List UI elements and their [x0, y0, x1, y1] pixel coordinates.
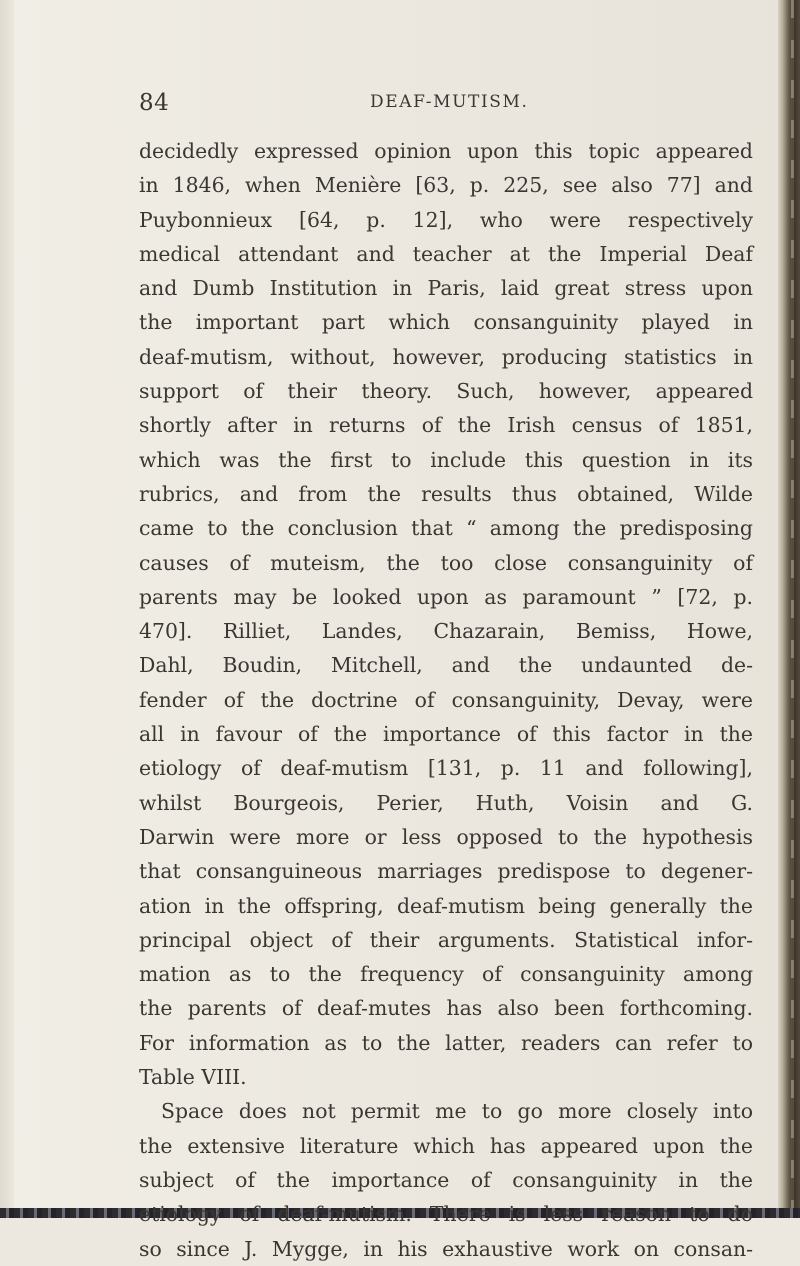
text-line: all in favour of the importance of this factor in the	[139, 722, 753, 747]
text-line: the important part which consanguinity played in	[139, 310, 753, 335]
text-line: subject of the importance of consanguinity in the	[139, 1167, 753, 1192]
spine-texture	[791, 0, 794, 1218]
text-line: parents may be looked upon as paramount ” [72, p.	[139, 584, 753, 609]
text-line: medical attendant and teacher at the Imperial Deaf	[139, 241, 753, 266]
text-line: For information as to the latter, readers can refer to	[139, 1030, 753, 1055]
text-line: ation in the offspring, deaf-mutism being generally the	[139, 893, 753, 918]
text-line: rubrics, and from the results thus obtained, Wilde	[139, 481, 753, 506]
text-line: and Dumb Institution in Paris, laid great stress upon	[139, 276, 753, 301]
text-line: decidedly expressed opinion upon this topic appeared	[139, 139, 753, 163]
running-head-title: DEAF-MUTISM.	[370, 92, 529, 112]
text-line: mation as to the frequency of consanguinity among	[139, 962, 753, 987]
text-line: support of their theory. Such, however, appeared	[139, 379, 753, 404]
page-number: 84	[139, 90, 170, 116]
page-left-edge	[0, 0, 14, 1218]
text-line: 470]. Rilliet, Landes, Chazarain, Bemiss, Howe,	[139, 619, 753, 644]
text-line: came to the conclusion that “ among the predisposing	[139, 516, 753, 541]
text-line: Space does not permit me to go more closely into	[161, 1099, 753, 1124]
text-line: whilst Bourgeois, Perier, Huth, Voisin and G.	[139, 790, 753, 815]
text-line: the parents of deaf-mutes has also been forthcoming.	[139, 996, 753, 1021]
text-line: shortly after in returns of the Irish census of 1851,	[139, 413, 753, 438]
text-line: causes of muteism, the too close consanguinity of	[139, 550, 753, 575]
text-line: Table VIII.	[139, 1065, 247, 1090]
text-line: fender of the doctrine of consanguinity, Devay, were	[139, 687, 753, 712]
text-line: that consanguineous marriages predispose to degener-	[139, 859, 753, 884]
text-line: in 1846, when Menière [63, p. 225, see also 77] and	[139, 173, 753, 198]
text-line: etiology of deaf-mutism. There is less reason to do	[139, 1202, 753, 1227]
text-line: Darwin were more or less opposed to the hypothesis	[139, 824, 753, 849]
body-text	[139, 134, 753, 1266]
text-line: the extensive literature which has appeared upon the	[139, 1133, 753, 1158]
book-spine-shadow	[778, 0, 800, 1218]
text-line: deaf-mutism, without, however, producing statistics in	[139, 344, 753, 369]
text-line: so since J. Mygge, in his exhaustive work on consan-	[139, 1236, 753, 1261]
text-line: Dahl, Boudin, Mitchell, and the undaunted de-	[139, 653, 753, 678]
text-line: which was the first to include this question in its	[139, 447, 753, 472]
text-line: Puybonnieux [64, p. 12], who were respectively	[139, 207, 753, 232]
running-head	[0, 90, 800, 120]
text-line: principal object of their arguments. Statistical infor-	[139, 927, 753, 952]
text-line: etiology of deaf-mutism [131, p. 11 and following],	[139, 756, 753, 781]
